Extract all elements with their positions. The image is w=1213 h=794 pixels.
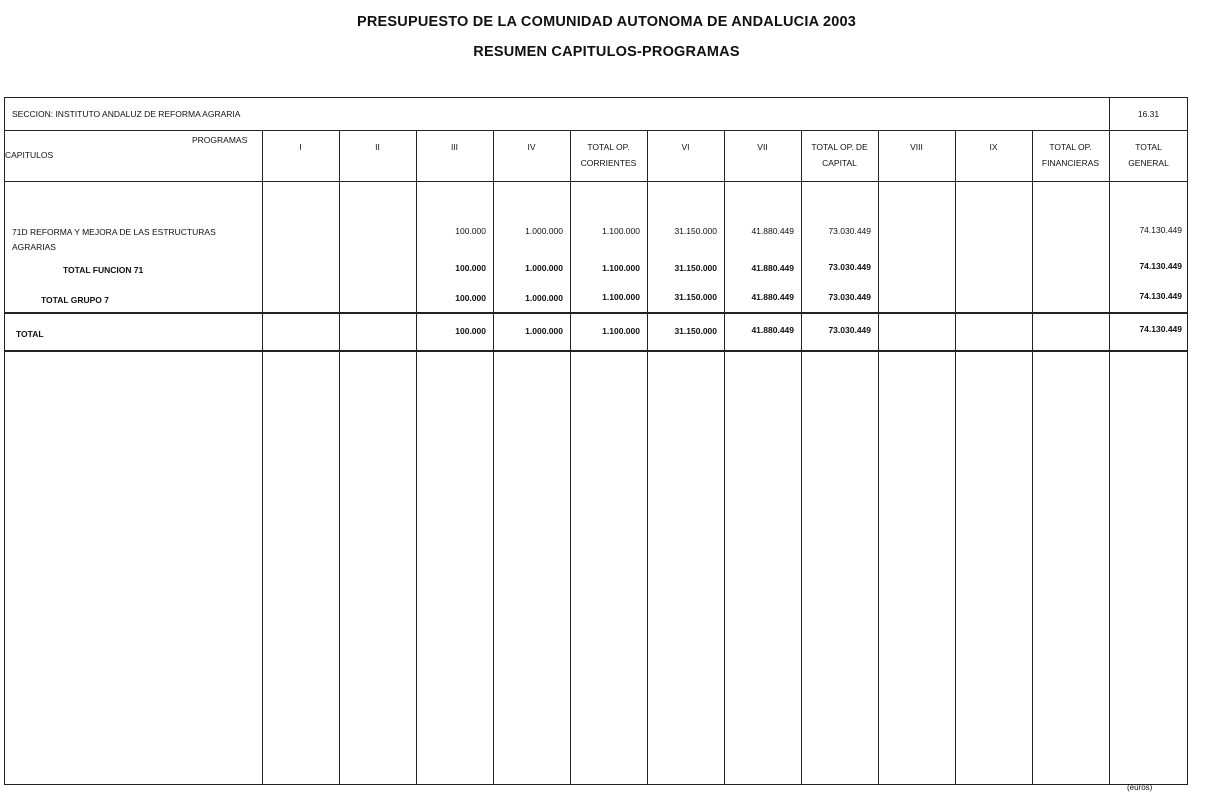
col-iv-label: IV bbox=[527, 142, 536, 152]
col-total-gen-line1: TOTAL bbox=[1135, 142, 1162, 152]
col-divider bbox=[262, 130, 263, 785]
programas-header: PROGRAMAS bbox=[192, 135, 248, 145]
row-label: TOTAL GRUPO 7 bbox=[41, 295, 110, 305]
col-total-corr-line2: CORRIENTES bbox=[580, 158, 637, 168]
cell-iv: 1.000.000 bbox=[525, 293, 563, 303]
col-header-ii bbox=[339, 139, 416, 155]
budget-table-frame bbox=[4, 97, 1188, 785]
cell-vi: 31.150.000 bbox=[674, 263, 717, 273]
cell-vii: 41.880.449 bbox=[751, 325, 794, 335]
row-label-continued: AGRARIAS bbox=[12, 242, 56, 252]
cell-vii: 41.880.449 bbox=[751, 226, 794, 236]
row-label: TOTAL FUNCION 71 bbox=[63, 265, 144, 275]
total-label: TOTAL bbox=[16, 329, 44, 339]
col-iii-label: III bbox=[450, 142, 459, 152]
cell-total-capital: 73.030.449 bbox=[828, 292, 871, 302]
cell-iii: 100.000 bbox=[455, 293, 486, 303]
col-divider bbox=[1109, 97, 1110, 785]
cell-iii: 100.000 bbox=[455, 326, 486, 336]
col-header-total-financieras bbox=[1032, 139, 1109, 171]
cell-total-general: 74.130.449 bbox=[1139, 261, 1182, 271]
col-ii-label: II bbox=[375, 142, 380, 152]
col-header-total-capital bbox=[801, 139, 878, 171]
cell-iv: 1.000.000 bbox=[525, 263, 563, 273]
section-code: 16.31 bbox=[1137, 109, 1160, 119]
cell-iv: 1.000.000 bbox=[525, 226, 563, 236]
cell-vi: 31.150.000 bbox=[674, 326, 717, 336]
cell-iii: 100.000 bbox=[455, 226, 486, 236]
col-header-total-general bbox=[1109, 139, 1188, 171]
cell-total-corrientes: 1.100.000 bbox=[602, 292, 640, 302]
col-ix-label: IX bbox=[989, 142, 998, 152]
col-divider bbox=[878, 130, 879, 785]
col-header-vii bbox=[724, 139, 801, 155]
units-note: (euros) bbox=[1127, 783, 1153, 792]
cell-vii: 41.880.449 bbox=[751, 292, 794, 302]
rule-total-bottom bbox=[4, 350, 1188, 352]
col-header-iii bbox=[416, 139, 493, 155]
cell-total-capital: 73.030.449 bbox=[828, 226, 871, 236]
col-total-corr-line1: TOTAL OP. bbox=[587, 142, 630, 152]
col-header-viii bbox=[878, 139, 955, 155]
col-divider bbox=[1032, 130, 1033, 785]
rule-section-bottom bbox=[4, 130, 1188, 131]
rule-total-top bbox=[4, 312, 1188, 314]
cell-total-corrientes: 1.100.000 bbox=[602, 326, 640, 336]
col-header-vi bbox=[647, 139, 724, 155]
cell-total-general: 74.130.449 bbox=[1139, 324, 1182, 334]
col-divider bbox=[955, 130, 956, 785]
row-label: 71D REFORMA Y MEJORA DE LAS ESTRUCTURAS bbox=[12, 227, 216, 237]
col-divider bbox=[339, 130, 340, 785]
cell-vii: 41.880.449 bbox=[751, 263, 794, 273]
cell-total-corrientes: 1.100.000 bbox=[602, 263, 640, 273]
capitulos-header: CAPITULOS bbox=[5, 150, 54, 160]
cell-total-capital: 73.030.449 bbox=[828, 325, 871, 335]
col-header-total-corrientes bbox=[570, 139, 647, 171]
col-total-cap-line1: TOTAL OP. DE bbox=[811, 142, 868, 152]
col-total-gen-line2: GENERAL bbox=[1128, 158, 1169, 168]
rule-header-bottom bbox=[4, 181, 1188, 182]
col-total-cap-line2: CAPITAL bbox=[822, 158, 857, 168]
col-vi-label: VI bbox=[681, 142, 690, 152]
col-total-fin-line1: TOTAL OP. bbox=[1049, 142, 1092, 152]
col-header-iv bbox=[493, 139, 570, 155]
cell-iv: 1.000.000 bbox=[525, 326, 563, 336]
col-total-fin-line2: FINANCIERAS bbox=[1041, 158, 1100, 168]
cell-total-general: 74.130.449 bbox=[1139, 225, 1182, 235]
cell-total-general: 74.130.449 bbox=[1139, 291, 1182, 301]
page-subtitle: RESUMEN CAPITULOS-PROGRAMAS bbox=[473, 44, 740, 60]
col-header-ix bbox=[955, 139, 1032, 155]
col-viii-label: VIII bbox=[910, 142, 923, 152]
cell-iii: 100.000 bbox=[455, 263, 486, 273]
cell-total-corrientes: 1.100.000 bbox=[602, 226, 640, 236]
col-header-i bbox=[262, 139, 339, 155]
cell-vi: 31.150.000 bbox=[674, 226, 717, 236]
col-i-label: I bbox=[299, 142, 302, 152]
cell-total-capital: 73.030.449 bbox=[828, 262, 871, 272]
cell-vi: 31.150.000 bbox=[674, 292, 717, 302]
page-title: PRESUPUESTO DE LA COMUNIDAD AUTONOMA DE ANDALUCIA 2003 bbox=[356, 14, 856, 30]
section-label: SECCION: INSTITUTO ANDALUZ DE REFORMA AGRARIA bbox=[12, 109, 241, 119]
col-vii-label: VII bbox=[757, 142, 768, 152]
